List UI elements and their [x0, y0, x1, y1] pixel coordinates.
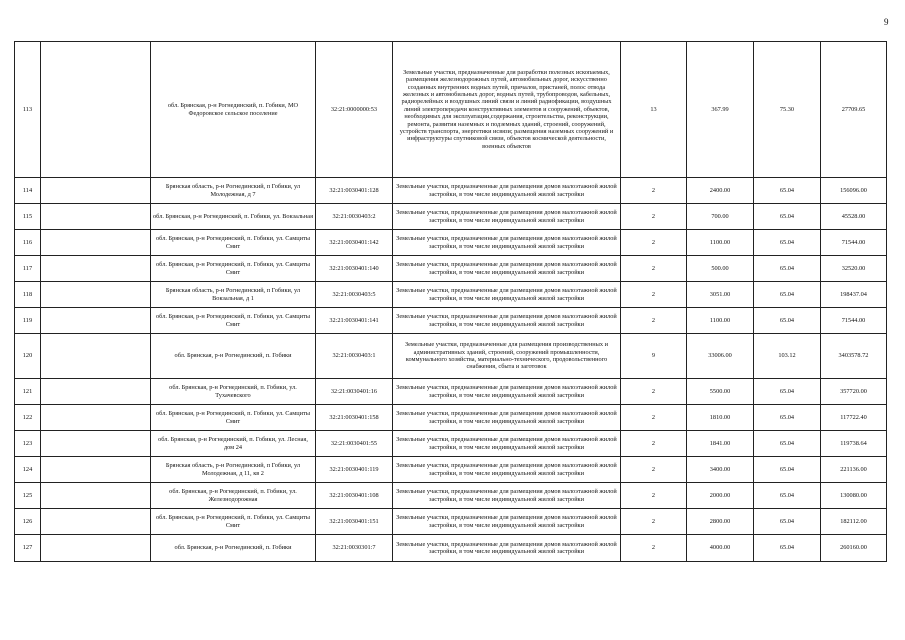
row-number: 115: [15, 204, 41, 230]
specific-value-cell: 65.04: [754, 230, 821, 256]
address-cell: обл. Брянская, р-н Рогнединский, п. Гобики, ул. Лесная, дом 24: [151, 431, 316, 457]
cadastral-value-cell: 117722.40: [821, 405, 887, 431]
address-cell: обл. Брянская, р-н Рогнединский, п. Гобики, ул. Самциты Смит: [151, 405, 316, 431]
use-group-cell: 2: [621, 282, 687, 308]
cadastral-value-cell: 130080.00: [821, 483, 887, 509]
empty-cell: [41, 535, 151, 562]
empty-cell: [41, 204, 151, 230]
area-cell: 700.00: [687, 204, 754, 230]
table-row: [15, 282, 887, 308]
empty-cell: [41, 509, 151, 535]
permitted-use-cell: Земельные участки, предназначенные для размещения домов малоэтажной жилой застройки, в том числе индивидуальной жилой застройки: [393, 457, 621, 483]
permitted-use-cell: Земельные участки, предназначенные для размещения домов малоэтажной жилой застройки, в том числе индивидуальной жилой застройки: [393, 230, 621, 256]
cadastral-number-cell: 32:21:0030401:158: [316, 405, 393, 431]
specific-value-cell: 65.04: [754, 256, 821, 282]
use-group-cell: 2: [621, 457, 687, 483]
empty-cell: [41, 457, 151, 483]
use-group-cell: 2: [621, 204, 687, 230]
cadastral-number-cell: 32:21:0000000:53: [316, 42, 393, 178]
empty-cell: [41, 282, 151, 308]
cadastral-number-cell: 32:21:0030403:5: [316, 282, 393, 308]
table-row: [15, 457, 887, 483]
table-row: [15, 256, 887, 282]
row-number: 117: [15, 256, 41, 282]
area-cell: 3400.00: [687, 457, 754, 483]
specific-value-cell: 65.04: [754, 379, 821, 405]
use-group-cell: 2: [621, 509, 687, 535]
cadastral-value-cell: 71544.00: [821, 230, 887, 256]
use-group-cell: 2: [621, 308, 687, 334]
area-cell: 1810.00: [687, 405, 754, 431]
land-plots-table: [14, 41, 887, 562]
empty-cell: [41, 230, 151, 256]
cadastral-value-cell: 156096.00: [821, 178, 887, 204]
row-number: 122: [15, 405, 41, 431]
cadastral-number-cell: 32:21:0030403:1: [316, 334, 393, 379]
table-row: [15, 42, 887, 178]
table-row: [15, 308, 887, 334]
area-cell: 2000.00: [687, 483, 754, 509]
cadastral-value-cell: 182112.00: [821, 509, 887, 535]
area-cell: 5500.00: [687, 379, 754, 405]
use-group-cell: 2: [621, 379, 687, 405]
cadastral-value-cell: 3403578.72: [821, 334, 887, 379]
specific-value-cell: 75.30: [754, 42, 821, 178]
cadastral-value-cell: 71544.00: [821, 308, 887, 334]
address-cell: обл. Брянская, р-н Рогнединский, п. Гобики: [151, 535, 316, 562]
permitted-use-cell: Земельные участки, предназначенные для размещения домов малоэтажной жилой застройки, в том числе индивидуальной жилой застройки: [393, 405, 621, 431]
cadastral-number-cell: 32:21:0030401:55: [316, 431, 393, 457]
use-group-cell: 2: [621, 483, 687, 509]
area-cell: 367.99: [687, 42, 754, 178]
permitted-use-cell: Земельные участки, предназначенные для размещения производственных и административных зданий, строений, сооружений промышленности, коммунального хозяйства, материально-технического, продовольственного снабжения, сбыта и заготовок: [393, 334, 621, 379]
permitted-use-cell: Земельные участки, предназначенные для размещения домов малоэтажной жилой застройки, в том числе индивидуальной жилой застройки: [393, 379, 621, 405]
row-number: 126: [15, 509, 41, 535]
permitted-use-cell: Земельные участки, предназначенные для размещения домов малоэтажной жилой застройки, в том числе индивидуальной жилой застройки: [393, 308, 621, 334]
use-group-cell: 2: [621, 178, 687, 204]
address-cell: обл. Брянская, р-н Рогнединский, п. Гобики, ул. Железнодорожная: [151, 483, 316, 509]
cadastral-value-cell: 357720.00: [821, 379, 887, 405]
table-row: [15, 334, 887, 379]
address-cell: обл. Брянская, р-н Рогнединский, п. Гобики, ул. Самциты Смит: [151, 256, 316, 282]
table-row: [15, 230, 887, 256]
address-cell: обл. Брянская, р-н Рогнединский, п. Гобики, ул. Самциты Смит: [151, 509, 316, 535]
address-cell: обл. Брянская, р-н Рогнединский, п. Гобики, ул. Тухачевского: [151, 379, 316, 405]
address-cell: Брянская область, р-н Рогнединский, п Гобики, ул Вокзальная, д 1: [151, 282, 316, 308]
empty-cell: [41, 431, 151, 457]
row-number: 121: [15, 379, 41, 405]
specific-value-cell: 65.04: [754, 308, 821, 334]
row-number: 114: [15, 178, 41, 204]
area-cell: 1100.00: [687, 230, 754, 256]
cadastral-number-cell: 32:21:0030401:140: [316, 256, 393, 282]
empty-cell: [41, 405, 151, 431]
empty-cell: [41, 483, 151, 509]
permitted-use-cell: Земельные участки, предназначенные для размещения домов малоэтажной жилой застройки, в том числе индивидуальной жилой застройки: [393, 509, 621, 535]
empty-cell: [41, 42, 151, 178]
permitted-use-cell: Земельные участки, предназначенные для размещения домов малоэтажной жилой застройки, в том числе индивидуальной жилой застройки: [393, 535, 621, 562]
address-cell: Брянская область, р-н Рогнединский, п Гобики, ул Молодежная, д 7: [151, 178, 316, 204]
specific-value-cell: 65.04: [754, 178, 821, 204]
cadastral-number-cell: 32:21:0030401:151: [316, 509, 393, 535]
area-cell: 2800.00: [687, 509, 754, 535]
table-row: [15, 178, 887, 204]
permitted-use-cell: Земельные участки, предназначенные для разработки полезных ископаемых, размещения железнодорожных путей, автомобильных дорог, искусственно созданных внутренних водных путей, причалов, пристаней, полос отвода железных и автомобильных дорог, водных путей, трубопроводов, кабельных, радиорелейных и воздушных линий связи и линий радиофикации, воздушных линий электропередачи конструктивных элементов и сооружений, объектов, необходимых для эксплуатации,содержания, строительства, реконструкции, ремонта, развития наземных и подземных зданий, строений, сооружений, устройств транспорта, энергетики исвязи; размещения наземных сооружений и инфраструктуры спутниковой связи, объектов космической деятельности, военных объектов: [393, 42, 621, 178]
cadastral-number-cell: 32:21:0030401:142: [316, 230, 393, 256]
use-group-cell: 9: [621, 334, 687, 379]
empty-cell: [41, 334, 151, 379]
cadastral-value-cell: 198437.04: [821, 282, 887, 308]
row-number: 120: [15, 334, 41, 379]
cadastral-number-cell: 32:21:0030401:16: [316, 379, 393, 405]
area-cell: 1100.00: [687, 308, 754, 334]
permitted-use-cell: Земельные участки, предназначенные для размещения домов малоэтажной жилой застройки, в том числе индивидуальной жилой застройки: [393, 483, 621, 509]
empty-cell: [41, 308, 151, 334]
specific-value-cell: 65.04: [754, 282, 821, 308]
row-number: 116: [15, 230, 41, 256]
permitted-use-cell: Земельные участки, предназначенные для размещения домов малоэтажной жилой застройки, в том числе индивидуальной жилой застройки: [393, 204, 621, 230]
permitted-use-cell: Земельные участки, предназначенные для размещения домов малоэтажной жилой застройки, в том числе индивидуальной жилой застройки: [393, 282, 621, 308]
cadastral-value-cell: 260160.00: [821, 535, 887, 562]
cadastral-number-cell: 32:21:0030401:141: [316, 308, 393, 334]
cadastral-value-cell: 45528.00: [821, 204, 887, 230]
row-number: 123: [15, 431, 41, 457]
cadastral-number-cell: 32:21:0030401:108: [316, 483, 393, 509]
table-row: [15, 509, 887, 535]
address-cell: обл. Брянская, р-н Рогнединский, п. Гобики: [151, 334, 316, 379]
area-cell: 2400.00: [687, 178, 754, 204]
empty-cell: [41, 256, 151, 282]
address-cell: обл. Брянская, р-н Рогнединский, п. Гобики, ул. Вокзальная: [151, 204, 316, 230]
table-row: [15, 204, 887, 230]
cadastral-value-cell: 27709.65: [821, 42, 887, 178]
use-group-cell: 2: [621, 535, 687, 562]
address-cell: Брянская область, р-н Рогнединский, п Гобики, ул Молодежная, д 11, кв 2: [151, 457, 316, 483]
permitted-use-cell: Земельные участки, предназначенные для размещения домов малоэтажной жилой застройки, в том числе индивидуальной жилой застройки: [393, 431, 621, 457]
row-number: 119: [15, 308, 41, 334]
cadastral-value-cell: 119738.64: [821, 431, 887, 457]
cadastral-number-cell: 32:21:0030301:7: [316, 535, 393, 562]
address-cell: обл. Брянская, р-н Рогнединский, п. Гобики, ул. Самциты Смит: [151, 230, 316, 256]
use-group-cell: 2: [621, 405, 687, 431]
area-cell: 3051.00: [687, 282, 754, 308]
use-group-cell: 2: [621, 256, 687, 282]
permitted-use-cell: Земельные участки, предназначенные для размещения домов малоэтажной жилой застройки, в том числе индивидуальной жилой застройки: [393, 256, 621, 282]
cadastral-value-cell: 32520.00: [821, 256, 887, 282]
area-cell: 33006.00: [687, 334, 754, 379]
area-cell: 500.00: [687, 256, 754, 282]
row-number: 125: [15, 483, 41, 509]
specific-value-cell: 65.04: [754, 457, 821, 483]
cadastral-value-cell: 221136.00: [821, 457, 887, 483]
area-cell: 4000.00: [687, 535, 754, 562]
row-number: 113: [15, 42, 41, 178]
table-row: [15, 431, 887, 457]
cadastral-number-cell: 32:21:0030401:128: [316, 178, 393, 204]
specific-value-cell: 65.04: [754, 483, 821, 509]
use-group-cell: 13: [621, 42, 687, 178]
table-row: [15, 483, 887, 509]
empty-cell: [41, 379, 151, 405]
cadastral-number-cell: 32:21:0030401:119: [316, 457, 393, 483]
table-row: [15, 535, 887, 562]
row-number: 124: [15, 457, 41, 483]
specific-value-cell: 65.04: [754, 431, 821, 457]
use-group-cell: 2: [621, 230, 687, 256]
empty-cell: [41, 178, 151, 204]
specific-value-cell: 65.04: [754, 509, 821, 535]
page-number: 9: [884, 17, 889, 27]
specific-value-cell: 65.04: [754, 204, 821, 230]
table-row: [15, 405, 887, 431]
row-number: 127: [15, 535, 41, 562]
cadastral-number-cell: 32:21:0030403:2: [316, 204, 393, 230]
specific-value-cell: 65.04: [754, 405, 821, 431]
row-number: 118: [15, 282, 41, 308]
specific-value-cell: 103.12: [754, 334, 821, 379]
use-group-cell: 2: [621, 431, 687, 457]
area-cell: 1841.00: [687, 431, 754, 457]
address-cell: обл. Брянская, р-н Рогнединский, п. Гобики, МО Федоровское сельское поселение: [151, 42, 316, 178]
table-row: [15, 379, 887, 405]
permitted-use-cell: Земельные участки, предназначенные для размещения домов малоэтажной жилой застройки, в том числе индивидуальной жилой застройки: [393, 178, 621, 204]
address-cell: обл. Брянская, р-н Рогнединский, п. Гобики, ул. Самциты Смит: [151, 308, 316, 334]
specific-value-cell: 65.04: [754, 535, 821, 562]
